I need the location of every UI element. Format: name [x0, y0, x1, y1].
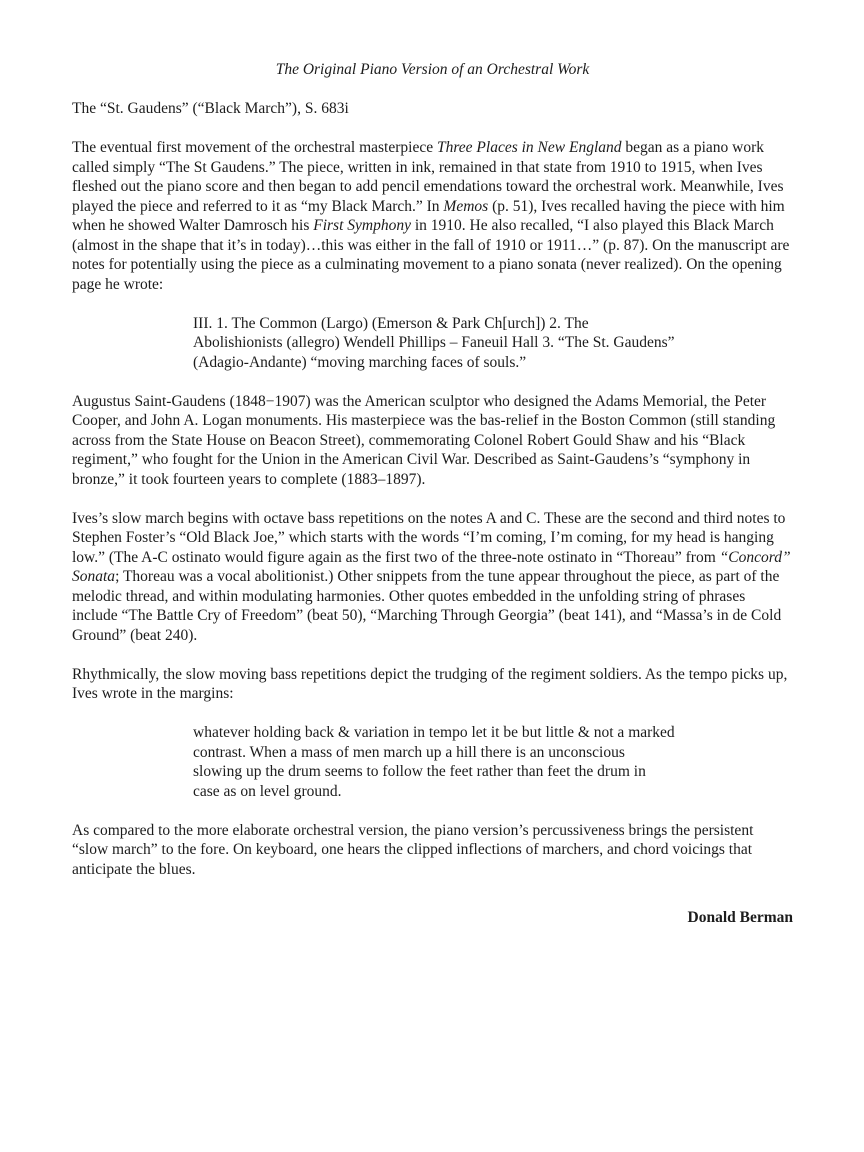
musical-analysis-paragraph [72, 509, 793, 646]
quote-line: whatever holding back & variation in tempo let it be but little & not a marked [193, 724, 675, 741]
text-run: ; Thoreau was a vocal abolitionist.) Other snippets from the tune appear throughout the piece, as part of the melodic thread, and within modulating harmonies. Other quotes embedded in the unfolding string of phrases include “The Battle Cry of Freedom” (beat 50), “Marching Through Georgia” (beat 141), and “Massa’s in de Cold Ground” (beat 240). [72, 568, 782, 644]
quote-line: contrast. When a mass of men march up a hill there is an unconscious [193, 743, 625, 761]
italic-work-title: Three Places in New England [436, 139, 622, 156]
quote-line: (Adagio-Andante) “moving marching faces of souls.” [193, 353, 527, 371]
closing-paragraph: As compared to the more elaborate orchestral version, the piano version’s percussiveness brings the persistent “slow march” to the fore. On keyboard, one hears the clipped inflections of marchers, and chord voicings that anticipate the blues. [72, 821, 754, 878]
quote-line: slowing up the drum seems to follow the feet rather than feet the drum in [193, 763, 646, 780]
quote-line: case as on level ground. [193, 782, 342, 800]
page-title: The Original Piano Version of an Orchestral Work [275, 61, 590, 78]
manuscript-quote [193, 314, 793, 373]
saint-gaudens-paragraph: Augustus Saint-Gaudens (1848−1907) was the American sculptor who designed the Adams Memorial, the Peter Cooper, and John A. Logan monuments. His masterpiece was the bas-relief in the Boston Common (still standing across from the State House on Beacon Street), commemorating Colonel Robert Gould Shaw and his “Black regiment,” who fought for the Union in the American Civil War. Described as Saint-Gaudens’s “symphony in bronze,” it took fourteen years to complete (1883–1897). [72, 392, 776, 488]
work-heading: The “St. Gaudens” (“Black March”), S. 683i [72, 100, 349, 117]
text-run: (p. 51), Ives recalled having the piece with him when he showed Walter Damrosch his [72, 197, 785, 234]
intro-paragraph [72, 138, 793, 294]
text-run: Ives’s slow march begins with octave bass repetitions on the notes A and C. These are the second and third notes to Stephen Foster’s “Old Black Joe,” which starts with the words “I’m coming, I’m coming, for my head is hanging low.” (The A-C ostinato would figure again as the first two of the three-note ostinato in “Thoreau” from [72, 509, 786, 566]
quote-line: III. 1. The Common (Largo) (Emerson & Park Ch[urch]) 2. The [193, 314, 589, 332]
text-run: in 1910. He also recalled, “I also played this Black March (almost in the shape that it’s in today)…this was either in the fall of 1910 or 1911…” (p. 87). On the manuscript are notes for potentially using the piece as a culminating movement to a piano sonata (never realized). On the opening page he wrote: [72, 217, 790, 293]
margin-note-quote [193, 723, 793, 801]
italic-work-title: “Concord” Sonata [72, 548, 791, 585]
text-run: began as a piano work called simply “The St Gaudens.” The piece, written in ink, remained in that state from 1910 to 1915, when Ives fleshed out the piano score and then began to add pencil emendations toward the orchestral work. Meanwhile, Ives played the piece and referred to it as “my Black March.” In [72, 139, 784, 215]
italic-work-title: Memos [443, 197, 489, 215]
quote-line: Abolishionists (allegro) Wendell Phillips – Faneuil Hall 3. “The St. Gaudens” [193, 334, 675, 351]
author-signature: Donald Berman [687, 909, 793, 926]
italic-work-title: First Symphony [313, 217, 411, 234]
rhythm-paragraph: Rhythmically, the slow moving bass repetitions depict the trudging of the regiment soldiers. As the tempo picks up, Ives wrote in the margins: [72, 665, 788, 702]
text-run: The eventual first movement of the orchestral masterpiece [72, 139, 437, 156]
